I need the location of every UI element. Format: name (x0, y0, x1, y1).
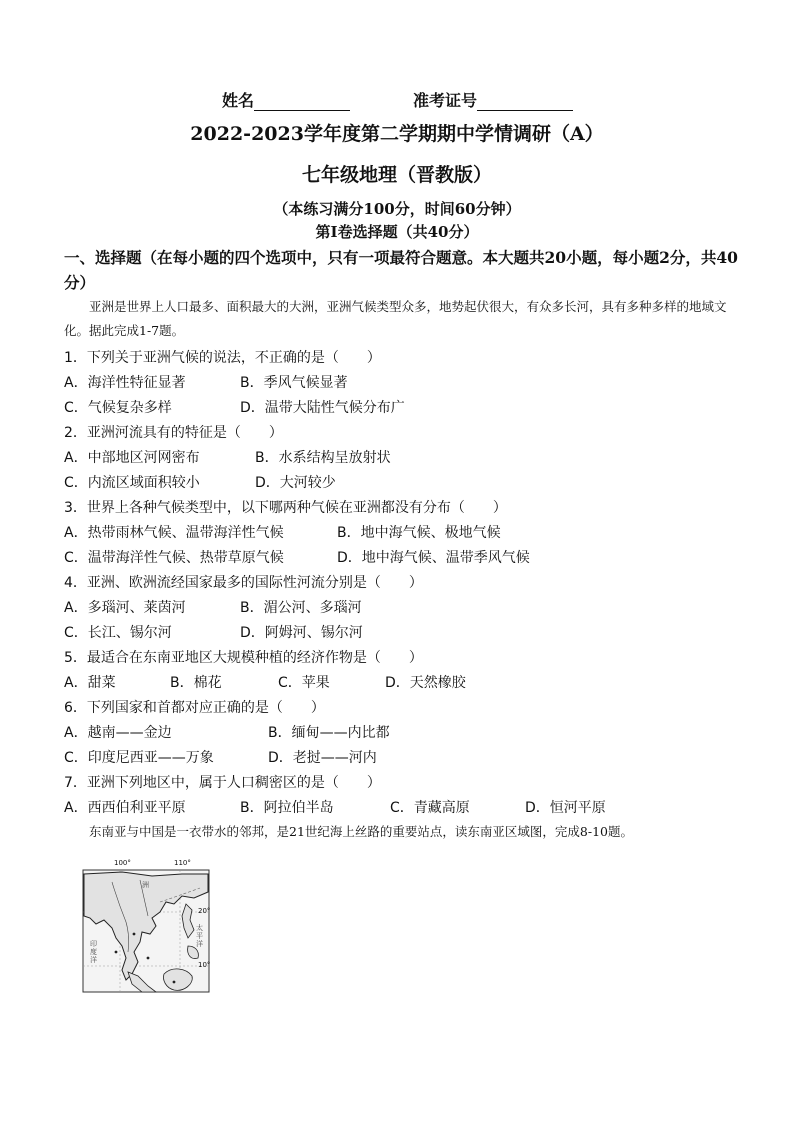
latitude-label-10: 10° (198, 961, 211, 969)
option-d[interactable]: D．恒河平原 (525, 800, 606, 816)
exam-no-field[interactable] (413, 88, 573, 111)
option-d[interactable]: D．老挝——河内 (268, 750, 377, 766)
question-stem: 2．亚洲河流具有的特征是（ ） (64, 425, 283, 441)
option-c[interactable]: C．长江、锡尔河 (64, 625, 172, 641)
option-d[interactable]: D．地中海气候、温带季风气候 (337, 550, 530, 566)
intro-passage-2: 东南亚与中国是一衣带水的邻邦，是21世纪海上丝路的重要站点，读东南亚区域图，完成8-10题。 (89, 824, 633, 839)
map-label-continent: 洲 (142, 881, 149, 889)
option-d[interactable]: D．大河较少 (255, 475, 336, 491)
option-b[interactable]: B．阿拉伯半岛 (240, 800, 334, 816)
option-b[interactable]: B．水系结构呈放射状 (255, 450, 391, 466)
exam-title: 2022-2023学年度第二学期期中学情调研（A） (190, 123, 604, 145)
map-label-pacific: 太平洋 (196, 924, 203, 948)
question-stem: 1．下列关于亚洲气候的说法，不正确的是（ ） (64, 350, 381, 366)
option-a[interactable]: A．中部地区河网密布 (64, 450, 200, 466)
question-stem: 7．亚洲下列地区中，属于人口稠密区的是（ ） (64, 775, 381, 791)
option-b[interactable]: B．缅甸——内比都 (268, 725, 390, 741)
name-blank[interactable] (254, 94, 350, 111)
name-field[interactable] (222, 88, 350, 111)
exam-no-blank[interactable] (477, 94, 573, 111)
option-d[interactable]: D．天然橡胶 (385, 675, 466, 691)
subject-title: 七年级地理（晋教版） (301, 164, 492, 186)
option-a[interactable]: A．多瑙河、莱茵河 (64, 600, 186, 616)
option-c[interactable]: C．气候复杂多样 (64, 400, 172, 416)
option-c[interactable]: C．青藏高原 (390, 800, 470, 816)
latitude-label-20: 20° (198, 907, 211, 915)
section-heading: 一、选择题（在每小题的四个选项中，只有一项最符合题意。本大题共20小题，每小题2分，共40分） (64, 248, 738, 292)
question-stem: 4．亚洲、欧洲流经国家最多的国际性河流分别是（ ） (64, 575, 423, 591)
option-b[interactable]: B．湄公河、多瑙河 (240, 600, 362, 616)
option-a[interactable]: A．海洋性特征显著 (64, 375, 186, 391)
volume-title: 第I卷选择题（共40分） (315, 223, 479, 241)
option-c[interactable]: C．内流区域面积较小 (64, 475, 200, 491)
option-a[interactable]: A．热带雨林气候、温带海洋性气候 (64, 525, 284, 541)
option-a[interactable]: A．甜菜 (64, 675, 116, 691)
exam-no-label: 准考证号 (413, 91, 478, 110)
southeast-asia-map (82, 859, 211, 994)
question-stem: 5．最适合在东南亚地区大规模种植的经济作物是（ ） (64, 650, 423, 666)
option-b[interactable]: B．季风气候显著 (240, 375, 348, 391)
option-d[interactable]: D．阿姆河、锡尔河 (240, 625, 363, 641)
option-c[interactable]: C．苹果 (278, 675, 330, 691)
option-b[interactable]: B．棉花 (170, 675, 222, 691)
option-c[interactable]: C．温带海洋性气候、热带草原气候 (64, 550, 284, 566)
longitude-label-110: 110° (174, 859, 191, 867)
exam-info: （本练习满分100分，时间60分钟） (273, 200, 521, 218)
option-b[interactable]: B．地中海气候、极地气候 (337, 525, 501, 541)
map-label-indian-ocean: 印度洋 (90, 940, 97, 964)
question-stem: 6．下列国家和首都对应正确的是（ ） (64, 700, 325, 716)
option-d[interactable]: D．温带大陆性气候分布广 (240, 400, 405, 416)
longitude-label-100: 100° (114, 859, 131, 867)
option-c[interactable]: C．印度尼西亚——万象 (64, 750, 214, 766)
option-a[interactable]: A．越南——金边 (64, 725, 172, 741)
option-a[interactable]: A．西西伯利亚平原 (64, 800, 186, 816)
intro-passage-1: 亚洲是世界上人口最多、面积最大的大洲，亚洲气候类型众多，地势起伏很大，有众多长河，具有多种多样的地域文化。据此完成1-7题。 (64, 299, 727, 338)
question-stem: 3．世界上各种气候类型中，以下哪两种气候在亚洲都没有分布（ ） (64, 500, 507, 516)
name-label: 姓名 (222, 91, 255, 110)
